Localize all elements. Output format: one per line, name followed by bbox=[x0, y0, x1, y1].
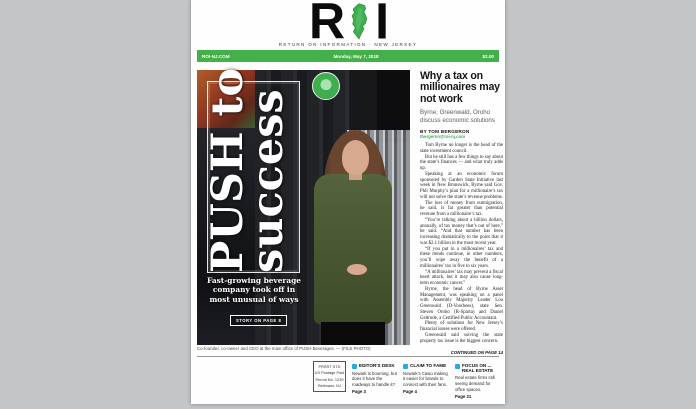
article-paragraph: Plenty of solutions for New Jersey’s financial issues were offered. bbox=[420, 321, 503, 333]
teaser-page-number: Page 3 bbox=[352, 389, 366, 395]
teaser-heading-line2: REAL ESTATE bbox=[462, 368, 494, 374]
teaser-editors-desk bbox=[352, 363, 398, 394]
teaser-summary: Newark’s Casio making it easier for brands to connect with their fans. bbox=[403, 370, 448, 387]
cover-headline-line1: PUSH to bbox=[203, 67, 253, 273]
cover-headline-frame bbox=[203, 67, 300, 273]
teaser-page-number: Page 4 bbox=[403, 389, 417, 395]
newspaper-front-page bbox=[191, 0, 505, 404]
teaser-summary: Newark is booming, but does it have the roadways to handle it? bbox=[352, 370, 397, 387]
woman-hands-graphic bbox=[347, 264, 367, 275]
article-paragraph: “A millionaires’ tax may prevent a fiscal heart attack, but it may also cause long-term economic cancer.” bbox=[420, 269, 503, 287]
article-paragraph: Greenwald said solving the state property tax issue is the biggest concern. bbox=[420, 332, 503, 344]
green-seal-icon bbox=[312, 72, 340, 100]
article-subhead: Byrne, Greenwald, Oroho discuss economic solutions bbox=[420, 109, 495, 124]
woman-pants-graphic bbox=[321, 322, 385, 345]
masthead-tagline: RETURN ON INFORMATION · NEW JERSEY bbox=[278, 42, 418, 47]
cover-photo bbox=[197, 67, 410, 345]
mailing-indicia-box bbox=[313, 361, 346, 392]
masthead bbox=[191, 0, 505, 49]
cover-headline-line2: success bbox=[243, 89, 294, 273]
article-paragraph: Speaking at an economic forum sponsored by Garden State Initiative last week in New Brunswick, Byrne said Gov. Phil Murphy’s plan for a millionaire’s tax will not solve the state’s revenue problems. bbox=[420, 171, 503, 200]
teaser-claim-to-fame bbox=[403, 363, 449, 394]
article-headline: Why a tax on millionaires may not work bbox=[420, 70, 500, 105]
teaser-square-icon bbox=[403, 364, 408, 369]
continued-notice: CONTINUED ON PAGE 14 bbox=[448, 350, 503, 355]
article-paragraph: But he still has a few things to say about the state’s finances — and what truly adds up. bbox=[420, 154, 503, 172]
teaser-focus-on-real-estate bbox=[455, 363, 501, 399]
indicia-line: PRSRT STD bbox=[318, 364, 341, 370]
article-paragraph: “If you put in a millionaires’ tax and these trends continue, in other numbers, you’ll wipe away the benefit of a millionaires’ tax in five to six years. bbox=[420, 246, 503, 269]
teaser-page-number: Page 21 bbox=[455, 394, 472, 400]
woman-shirt-graphic bbox=[314, 174, 392, 324]
article-body bbox=[420, 143, 503, 344]
woman-face-graphic bbox=[342, 140, 369, 175]
cover-headline bbox=[203, 67, 301, 273]
dateline-website: ROI-NJ.COM bbox=[202, 53, 230, 59]
teaser-heading: FOCUS ON ... bbox=[462, 363, 492, 368]
article-paragraph: Byrne, the head of Byrne Asset Management, was speaking on a panel with Assembly Majority Leader Lou Greenwald (D-Voorhees), state Sen. Steven Oroho (R-Sparta) and Daniel Geltrude, a Certified Public Accountant. bbox=[420, 286, 503, 321]
article-byline-email: tbergeron@roi-nj.com bbox=[420, 134, 466, 140]
logo-letter-i: I bbox=[375, 0, 387, 50]
teaser-summary: Real estate firms still seeing demand for office spaces. bbox=[455, 375, 495, 392]
footer-divider bbox=[197, 356, 499, 357]
new-jersey-icon bbox=[347, 3, 371, 40]
logo-letter-r: R bbox=[308, 0, 344, 50]
teaser-square-icon bbox=[352, 364, 357, 369]
article-paragraph: “You’re talking about a billion dollars, annually, of tax money that’s out of here,” he said. “And that number has been increasing dramatically to the point that it was $2.1 billion in the most recent year. bbox=[420, 217, 503, 246]
article-paragraph: Tom Byrne no longer is the head of the state investment council. bbox=[420, 143, 503, 154]
article-column bbox=[420, 71, 503, 354]
indicia-line: Permit No. 1239 bbox=[315, 376, 344, 382]
photo-caption: Co-founder, co-owner and CEO at the main office of PUSH Beverages. — (FILE PHOTO) bbox=[197, 346, 371, 351]
article-byline: BY TOM BERGERON bbox=[420, 129, 470, 135]
dateline-price: $2.00 bbox=[482, 53, 494, 59]
article-paragraph: The loss of money from outmigration, he said, is far greater than potential revenue from a millionaire’s tax. bbox=[420, 200, 503, 218]
indicia-line: Bellmawr, NJ bbox=[318, 382, 341, 388]
dateline-bar bbox=[197, 50, 499, 62]
dateline-date: Monday, May 7, 2018 bbox=[333, 53, 379, 59]
story-page-reference: STORY ON PAGE 8 bbox=[230, 315, 287, 326]
indicia-line: US Postage Paid bbox=[314, 370, 345, 376]
cover-deck: Fast-growing beverage company took off in most unusual of ways bbox=[207, 276, 301, 304]
teaser-heading: EDITOR’S DESK bbox=[359, 363, 395, 368]
teaser-square-icon bbox=[455, 364, 460, 369]
teaser-heading: CLAIM TO FAME bbox=[410, 363, 447, 368]
